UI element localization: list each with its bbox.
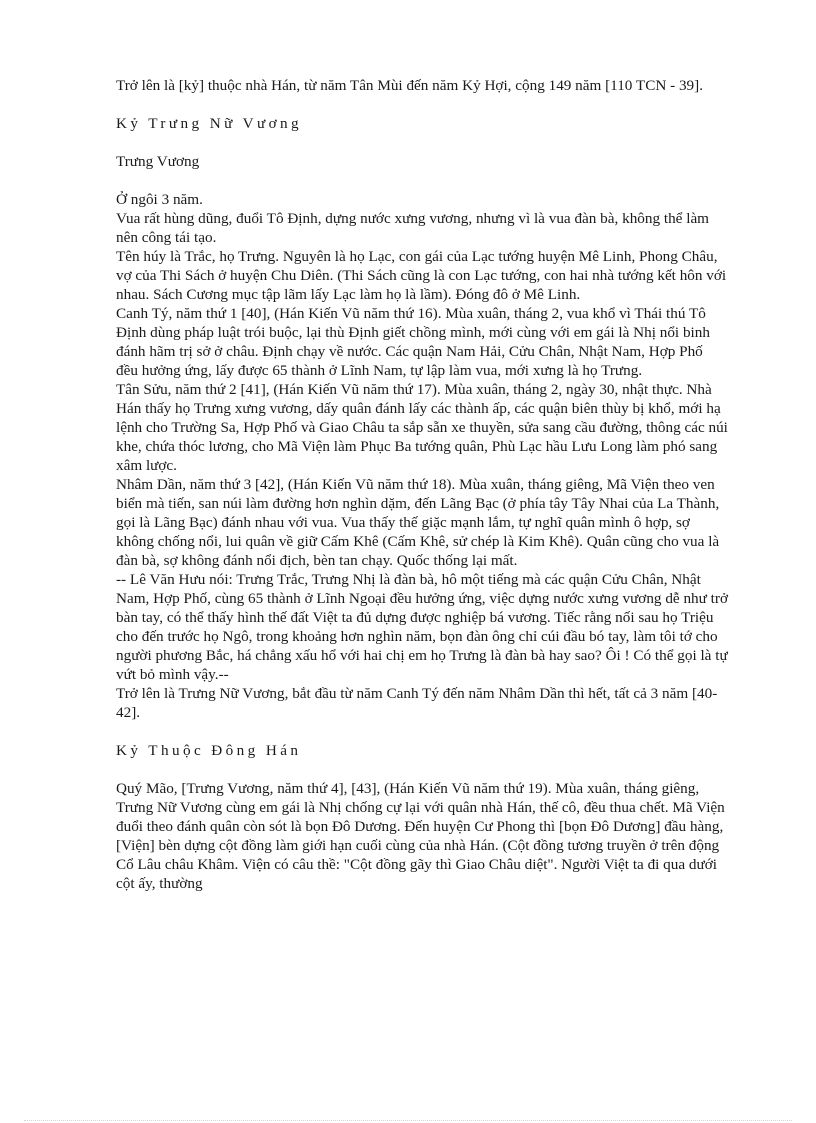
spacer	[116, 171, 728, 190]
document-body	[116, 76, 728, 893]
paragraph-year-canh-ty: Canh Tý, năm thứ 1 [40], (Hán Kiến Vũ năm thứ 16). Mùa xuân, tháng 2, vua khổ vì Thái thú Tô Định dùng pháp luật trói buộc, lại thù Định giết chồng mình, mới cùng với em gái là Nhị nổi binh đánh hãm trị sở ở châu. Định chạy về nước. Các quận Nam Hải, Cửu Chân, Nhật Nam, Hợp Phố đều hưởng ứng, lấy được 65 thành ở Lĩnh Nam, tự lập làm vua, mới xưng là họ Trưng.	[116, 305, 710, 379]
spacer	[116, 95, 728, 114]
spacer	[116, 133, 728, 152]
spacer	[116, 760, 728, 779]
paragraph-king-description: Vua rất hùng dũng, đuổi Tô Định, dựng nước xưng vương, nhưng vì là vua đàn bà, không thể làm nên công tái tạo.	[116, 210, 709, 246]
page-bottom-divider	[24, 1120, 792, 1121]
paragraph-year-nham-dan: Nhâm Dần, năm thứ 3 [42], (Hán Kiến Vũ năm thứ 18). Mùa xuân, tháng giêng, Mã Viện theo ven biển mà tiến, san núi làm đường hơn nghìn dặm, đến Lãng Bạc (ở phía tây Tây Nhai của La Thành, gọi là Lãng Bạc) đánh nhau với vua. Vua thấy thế giặc mạnh lắm, tự nghĩ quân mình ô hợp, sợ không chống nổi, lui quân về giữ Cấm Khê (Cấm Khê, sử chép là Kim Khê). Quân cũng cho vua là đàn bà, sợ không đánh nổi địch, bèn tan chạy. Quốc thống lại mất.	[116, 476, 720, 569]
paragraph-year-quy-mao: Quý Mão, [Trưng Vương, năm thứ 4], [43], (Hán Kiến Vũ năm thứ 19). Mùa xuân, tháng giêng, Trưng Nữ Vương cùng em gái là Nhị chống cự lại với quân nhà Hán, thế cô, đều thua chết. Mã Viện đuổi theo đánh quân còn sót là bọn Đô Dương. Đến huyện Cư Phong thì [bọn Đô Dương] đầu hàng, [Viện] bèn dựng cột đồng làm giới hạn cuối cùng của nhà Hán. (Cột đồng tương truyền ở trên động Cổ Lâu châu Khâm. Viện có câu thề: "Cột đồng gãy thì Giao Châu diệt". Người Việt ta đi qua dưới cột ấy, thường	[116, 780, 725, 892]
paragraph-summary-trung: Trở lên là Trưng Nữ Vương, bắt đầu từ năm Canh Tý đến năm Nhâm Dần thì hết, tất cả 3 năm [40-42].	[116, 685, 718, 721]
spacer	[116, 722, 728, 741]
section-heading-trung-nu-vuong: Kỷ Trưng Nữ Vương	[116, 115, 303, 132]
subheading-trung-vuong: Trưng Vương	[116, 153, 200, 170]
paragraph-name-origin: Tên húy là Trắc, họ Trưng. Nguyên là họ Lạc, con gái của Lạc tướng huyện Mê Linh, Phong Châu, vợ của Thi Sách ở huyện Chu Diên. (Thi Sách cũng là con Lạc tướng, con hai nhà tướng kết hôn với nhau. Sách Cương mục tập lãm lấy Lạc làm họ là lầm). Đóng đô ở Mê Linh.	[116, 248, 727, 303]
paragraph-le-van-huu-commentary: -- Lê Văn Hưu nói: Trưng Trắc, Trưng Nhị là đàn bà, hô một tiếng mà các quận Cửu Chân, Nhật Nam, Hợp Phố, cùng 65 thành ở Lĩnh Ngoại đều hưởng ứng, việc dựng nước xưng vương dễ như trở bàn tay, có thể thấy hình thế đất Việt ta đủ dựng được nghiệp bá vương. Tiếc rằng nối sau họ Triệu cho đến trước họ Ngô, trong khoảng hơn nghìn năm, bọn đàn ông chỉ cúi đầu bó tay, làm tôi tớ cho người phương Bắc, há chẳng xấu hổ với hai chị em họ Trưng là đàn bà hay sao? Ôi ! Có thể gọi là tự vứt bỏ mình vậy.--	[116, 571, 728, 683]
paragraph-summary-han: Trở lên là [kỷ] thuộc nhà Hán, từ năm Tân Mùi đến năm Kỷ Hợi, cộng 149 năm [110 TCN - 39].	[116, 77, 703, 94]
paragraph-reign: Ở ngôi 3 năm.	[116, 191, 203, 208]
section-heading-dong-han: Kỷ Thuộc Đông Hán	[116, 742, 302, 759]
paragraph-year-tan-suu: Tân Sửu, năm thứ 2 [41], (Hán Kiến Vũ năm thứ 17). Mùa xuân, tháng 2, ngày 30, nhật thực. Nhà Hán thấy họ Trưng xưng vương, dấy quân đánh lấy các thành ấp, các quận biên thùy bị khổ, mới hạ lệnh cho Trường Sa, Hợp Phố và Giao Châu ta sắp sẵn xe thuyền, sửa sang cầu đường, thông các núi khe, chứa thóc lương, cho Mã Viện làm Phục Ba tướng quân, Phù Lạc hầu Lưu Long làm phó sang xâm lược.	[116, 381, 728, 474]
